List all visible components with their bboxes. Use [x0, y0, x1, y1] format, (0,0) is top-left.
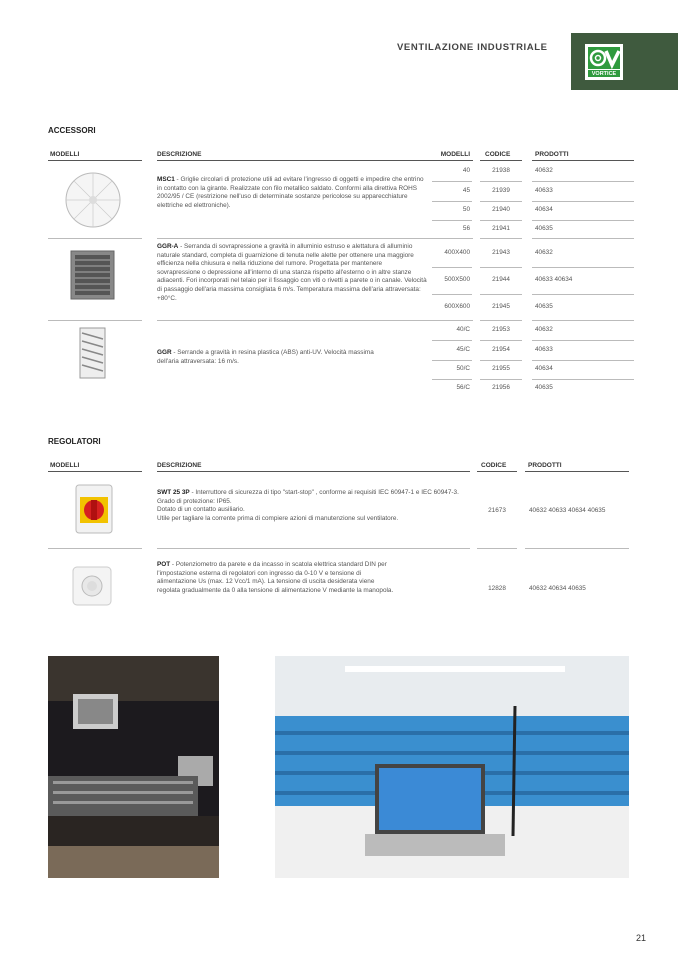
row-divider — [432, 267, 472, 268]
accessori-title: ACCESSORI — [48, 126, 96, 135]
msc1-grille-image — [63, 170, 123, 230]
swt-prodotti: 40632 40633 40634 40635 — [529, 507, 606, 514]
row-divider — [432, 220, 472, 221]
cell-prodotti: 40632 — [535, 249, 553, 256]
page-number: 21 — [636, 933, 647, 943]
cell-prodotti: 40634 — [535, 206, 553, 213]
group-description — [157, 243, 427, 303]
cell-codice: 21954 — [492, 346, 510, 353]
row-divider — [432, 340, 472, 341]
row-divider — [432, 181, 472, 182]
product-text: - Serranda di sovrapressione a gravità in alluminio estruso e alettatura di alluminio naturale standard, completa di guarnizione di tenuta nelle alette per ottenere una maggiore efficienza nella chiusura e nella riduzione del rumore. Progettata per mantenere sovrapressione o depressione all'interno di una stanza rispetto all'esterno o in altre stanze adiacenti. Fori incorporati nel telaio per il fissaggio con viti o rivetti a parete o in canale. Velocità di passaggio dell'aria massima consigliata 6 m/s. Temperatura massima dell'aria attraversata: +80°C. — [157, 243, 427, 302]
pot-potentiometer-image — [71, 565, 113, 607]
product-text: - Serrande a gravità in resina plastica (ABS) anti-UV. Velocità massima dell'aria attraversata: 16 m/s. — [157, 349, 374, 365]
row-divider — [432, 360, 472, 361]
pot-prodotti: 40632 40634 40635 — [529, 585, 586, 592]
cell-codice: 21941 — [492, 225, 510, 232]
swt-codice: 21673 — [488, 507, 506, 514]
group-description — [157, 349, 387, 366]
row-divider — [480, 379, 522, 380]
cell-modello: 45 — [462, 187, 470, 194]
cell-modello: 40 — [462, 167, 470, 174]
auditorium-photo — [275, 656, 629, 878]
group-divider — [532, 320, 634, 321]
group-divider — [480, 320, 522, 321]
cell-codice: 21956 — [492, 384, 510, 391]
row-divider — [480, 181, 522, 182]
cell-prodotti: 40633 — [535, 346, 553, 353]
cell-prodotti: 40635 — [535, 384, 553, 391]
cell-prodotti: 40633 40634 — [535, 276, 573, 283]
row-divider — [480, 294, 522, 295]
ggr-a-damper-image — [70, 250, 115, 300]
cell-codice: 21953 — [492, 326, 510, 333]
cell-codice: 21943 — [492, 249, 510, 256]
cell-prodotti: 40634 — [535, 365, 553, 372]
cell-codice: 21945 — [492, 303, 510, 310]
group-divider — [48, 320, 142, 321]
swt-description: SWT 25 3P - Interruttore di sicurezza di tipo "start-stop" , conforme ai requisiti IEC 60947-1 e IEC 60947-3. Grado di protezione: IP65. Dotato di un contatto ausiliario. Utile per tagliare la corrente prima di compiere azioni di manutenzione sul ventilatore. — [157, 489, 459, 522]
col-modelli-2: MODELLI — [440, 151, 470, 158]
row-divider — [480, 220, 522, 221]
group-divider — [157, 320, 473, 321]
section-header-title: VENTILAZIONE INDUSTRIALE — [397, 42, 548, 53]
cell-modello: 45/C — [456, 346, 470, 353]
recording-studio-photo — [48, 656, 219, 878]
reg-col-modelli: MODELLI — [50, 462, 80, 469]
pot-codice: 12828 — [488, 585, 506, 592]
product-text: - Griglie circolari di protezione utili ad evitare l'ingresso di oggetti e impedire che entrino in contatto con la girante. Realizzate con filo metallico saldato. Conformi alla direttiva ROHS 2002/95 / CE (restrizione nell'uso di determinate sostanze pericolose su apparecchiature elettriche ed elettroniche). — [157, 176, 424, 209]
row-divider — [532, 294, 634, 295]
cell-prodotti: 40635 — [535, 303, 553, 310]
cell-modello: 56/C — [456, 384, 470, 391]
cell-prodotti: 40632 — [535, 167, 553, 174]
row-divider — [532, 340, 634, 341]
row-divider — [532, 360, 634, 361]
cell-prodotti: 40633 — [535, 187, 553, 194]
cell-codice: 21944 — [492, 276, 510, 283]
ggr-shutter-image — [78, 327, 108, 379]
col-descrizione: DESCRIZIONE — [157, 151, 202, 158]
group-divider — [48, 238, 142, 239]
row-divider — [480, 267, 522, 268]
reg-col-prodotti: PRODOTTI — [528, 462, 562, 469]
row-divider — [532, 181, 634, 182]
col-codice: CODICE — [485, 151, 511, 158]
cell-modello: 500X500 — [444, 276, 470, 283]
group-description — [157, 176, 427, 210]
group-divider — [480, 238, 522, 239]
row-divider — [480, 360, 522, 361]
col-prodotti: PRODOTTI — [535, 151, 569, 158]
cell-modello: 600X600 — [444, 303, 470, 310]
row-divider — [432, 201, 472, 202]
cell-modello: 56 — [462, 225, 470, 232]
group-divider — [157, 238, 473, 239]
group-divider — [532, 238, 634, 239]
vortice-logo: VORTICE — [585, 44, 623, 80]
cell-prodotti: 40632 — [535, 326, 553, 333]
cell-codice: 21955 — [492, 365, 510, 372]
row-divider — [432, 294, 472, 295]
row-divider — [480, 201, 522, 202]
cell-codice: 21939 — [492, 187, 510, 194]
product-name: MSC1 — [157, 176, 175, 183]
cell-modello: 50/C — [456, 365, 470, 372]
regolatori-title: REGOLATORI — [48, 437, 101, 446]
row-divider — [532, 267, 634, 268]
row-divider — [432, 379, 472, 380]
row-divider — [532, 201, 634, 202]
product-name: GGR — [157, 349, 172, 356]
cell-prodotti: 40635 — [535, 225, 553, 232]
col-modelli: MODELLI — [50, 151, 80, 158]
cell-modello: 50 — [462, 206, 470, 213]
reg-col-descrizione: DESCRIZIONE — [157, 462, 202, 469]
cell-codice: 21940 — [492, 206, 510, 213]
cell-codice: 21938 — [492, 167, 510, 174]
pot-description: POT - Potenziometro da parete e da incasso in scatola elettrica standard DIN per l'impostazione esterna di regolatori con ingresso da 0-10 V e tensione di alimentazione Us (max. 12 Vcc/1 mA). La tensione di uscita desiderata viene regolata gradualmente da 0 alla tensione di alimentazione V mediante la manopola. — [157, 561, 394, 594]
cell-modello: 400X400 — [444, 249, 470, 256]
reg-col-codice: CODICE — [481, 462, 507, 469]
row-divider — [532, 220, 634, 221]
product-name: GGR-A — [157, 243, 179, 250]
swt-switch-image — [74, 483, 114, 535]
cell-modello: 40/C — [456, 326, 470, 333]
row-divider — [480, 340, 522, 341]
row-divider — [532, 379, 634, 380]
